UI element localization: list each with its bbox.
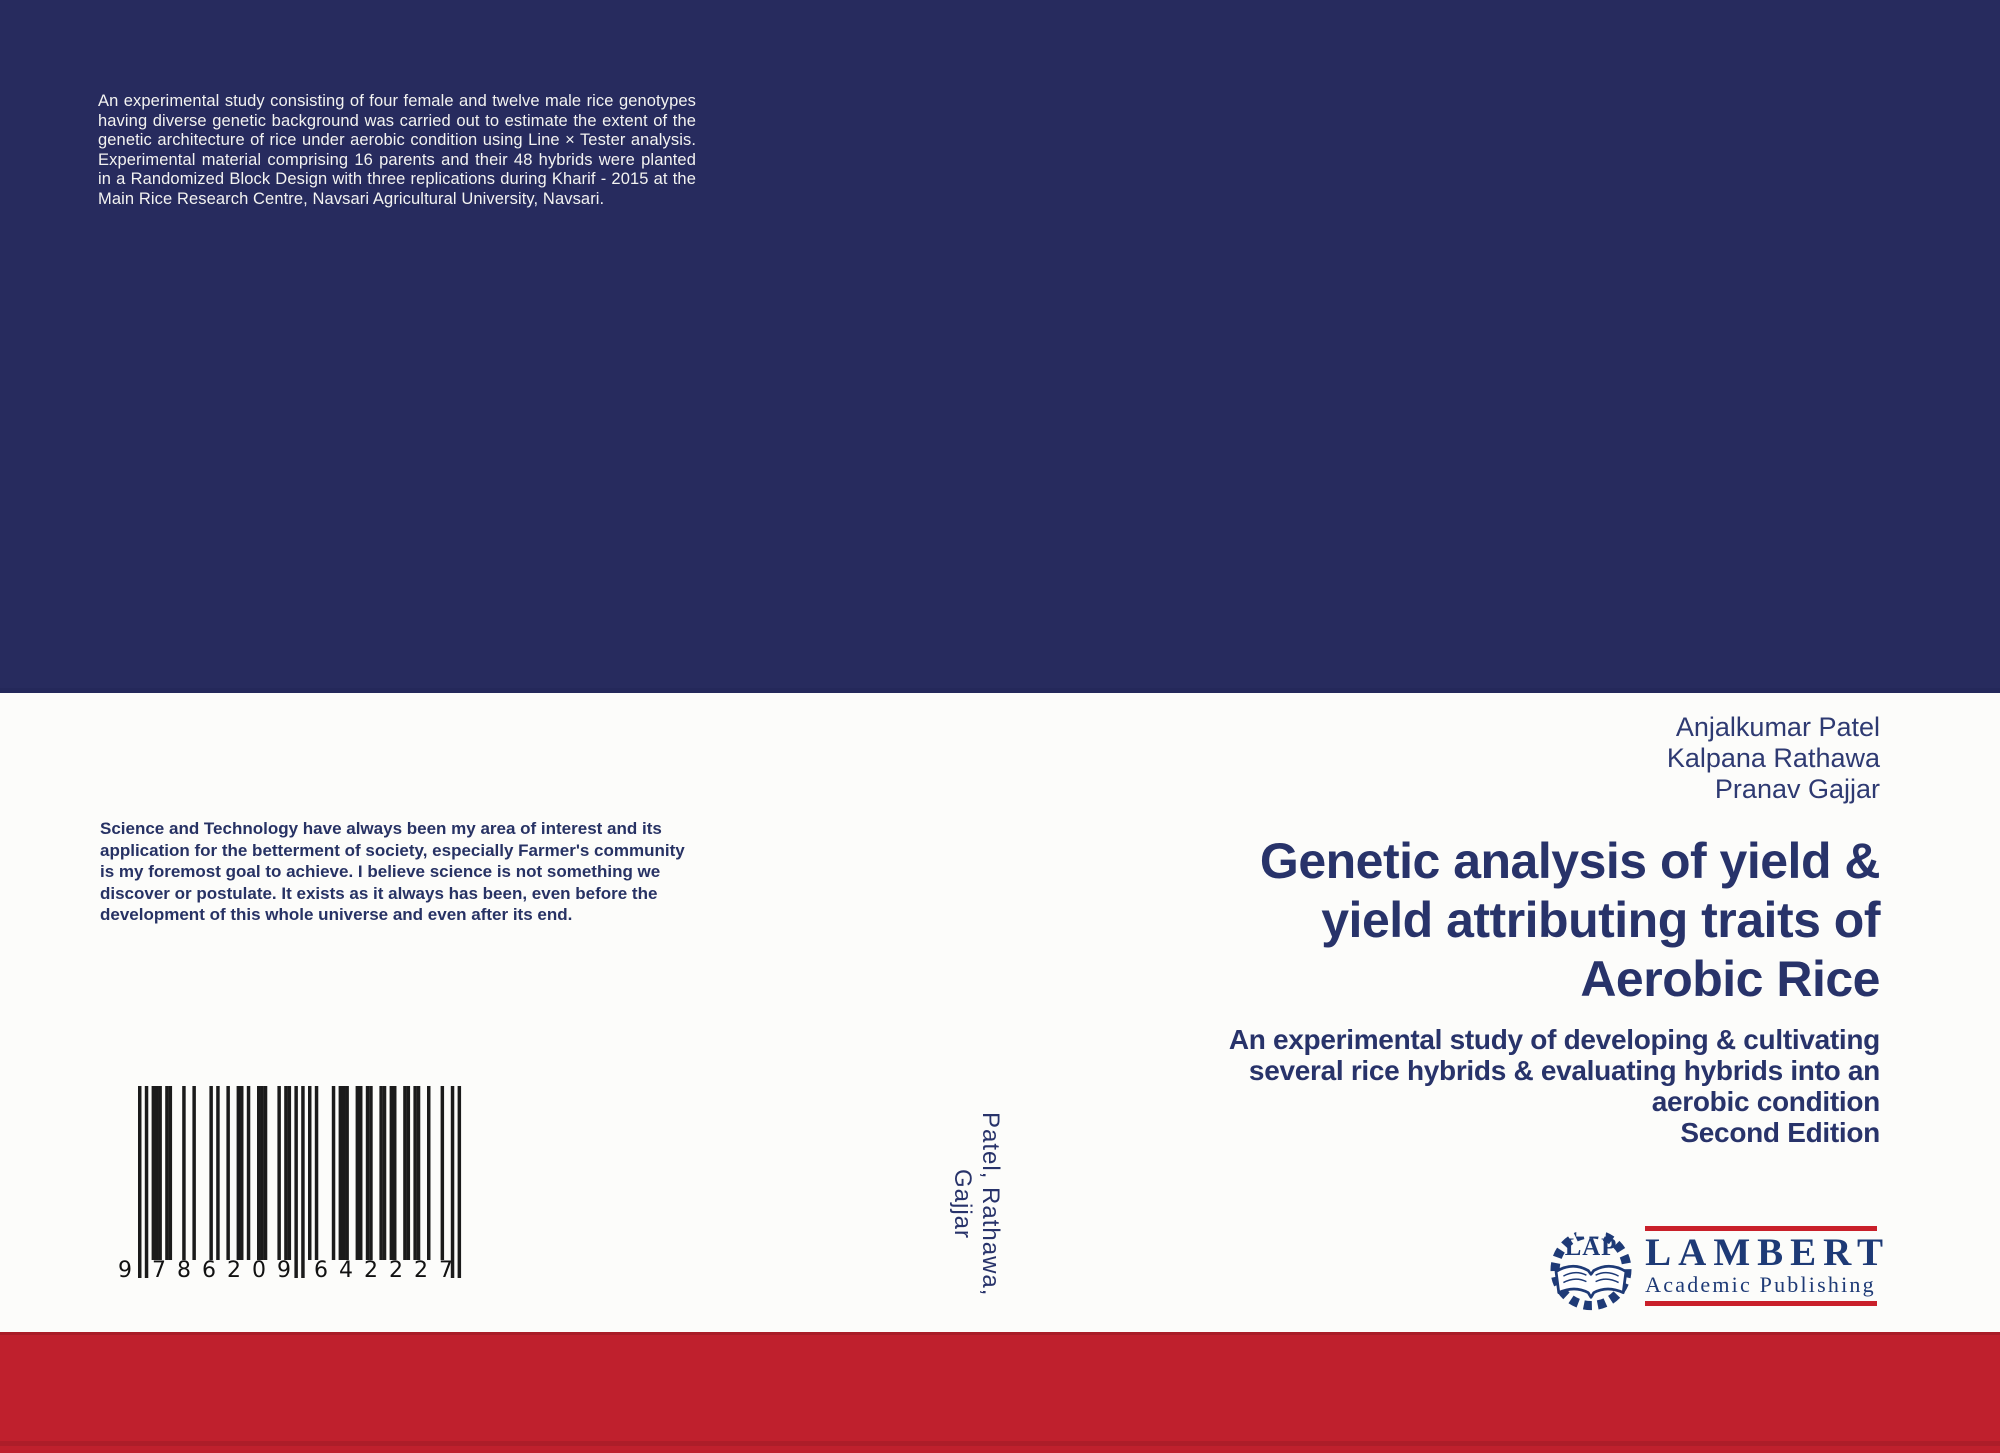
publisher-name: LAMBERT	[1645, 1231, 1890, 1274]
subtitle-line: several rice hybrids & evaluating hybrids into an	[1248, 1055, 1880, 1086]
logo-bottom-rule	[1645, 1301, 1877, 1306]
author-name: Kalpana Rathawa	[1666, 743, 1880, 773]
author-names-block	[1667, 712, 1880, 805]
spine-authors-text: Patel, Rathawa, Gajjar	[949, 1112, 1004, 1297]
barcode-digits-right: 642227	[314, 1258, 464, 1283]
title-line: Aerobic Rice	[1580, 951, 1880, 1007]
subtitle-line: Second Edition	[1680, 1117, 1880, 1148]
author-name: Anjalkumar Patel	[1675, 712, 1880, 742]
red-band-inner-line	[0, 1441, 2000, 1446]
title-line: Genetic analysis of yield &	[1259, 833, 1880, 889]
barcode-prefix-digit: 9	[118, 1258, 132, 1283]
book-title	[1260, 832, 1880, 1009]
author-name: Pranav Gajjar	[1714, 774, 1880, 804]
barcode-digits-left: 786209	[152, 1258, 302, 1283]
abstract-text: An experimental study consisting of four female and twelve male rice genotypes having diverse genetic background was carried out to estimate the extent of the genetic architecture of rice under aerobic condition using Line × Tester analysis. Experimental material comprising 16 parents and their 48 hybrids were planted in a Randomized Block Design with three replications during Kharif - 2015 at the Main Rice Research Centre, Navsari Agricultural University, Navsari.	[98, 92, 696, 208]
publisher-wreath-book-icon	[1545, 1220, 1637, 1312]
back-cover-navy-panel	[0, 0, 2000, 693]
barcode-bars	[138, 1086, 462, 1278]
subtitle-line: aerobic condition	[1651, 1086, 1880, 1117]
isbn-barcode	[118, 1086, 468, 1292]
publisher-tagline: Academic Publishing	[1645, 1272, 1876, 1297]
subtitle-line: An experimental study of developing & cultivating	[1228, 1024, 1880, 1055]
publisher-wordmark	[1645, 1220, 1890, 1306]
bottom-red-band	[0, 1332, 2000, 1453]
title-line: yield attributing traits of	[1321, 892, 1880, 948]
book-subtitle	[1229, 1024, 1880, 1148]
publisher-logo	[1545, 1220, 1890, 1312]
author-quote-text: Science and Technology have always been my area of interest and its application for the betterment of society, especially Farmer's community is my foremost goal to achieve. I believe science is not something we discover or postulate. It exists as it always has been, even before the development of this whole universe and even after its end.	[100, 819, 685, 924]
publisher-monogram: LAP	[1564, 1233, 1618, 1261]
